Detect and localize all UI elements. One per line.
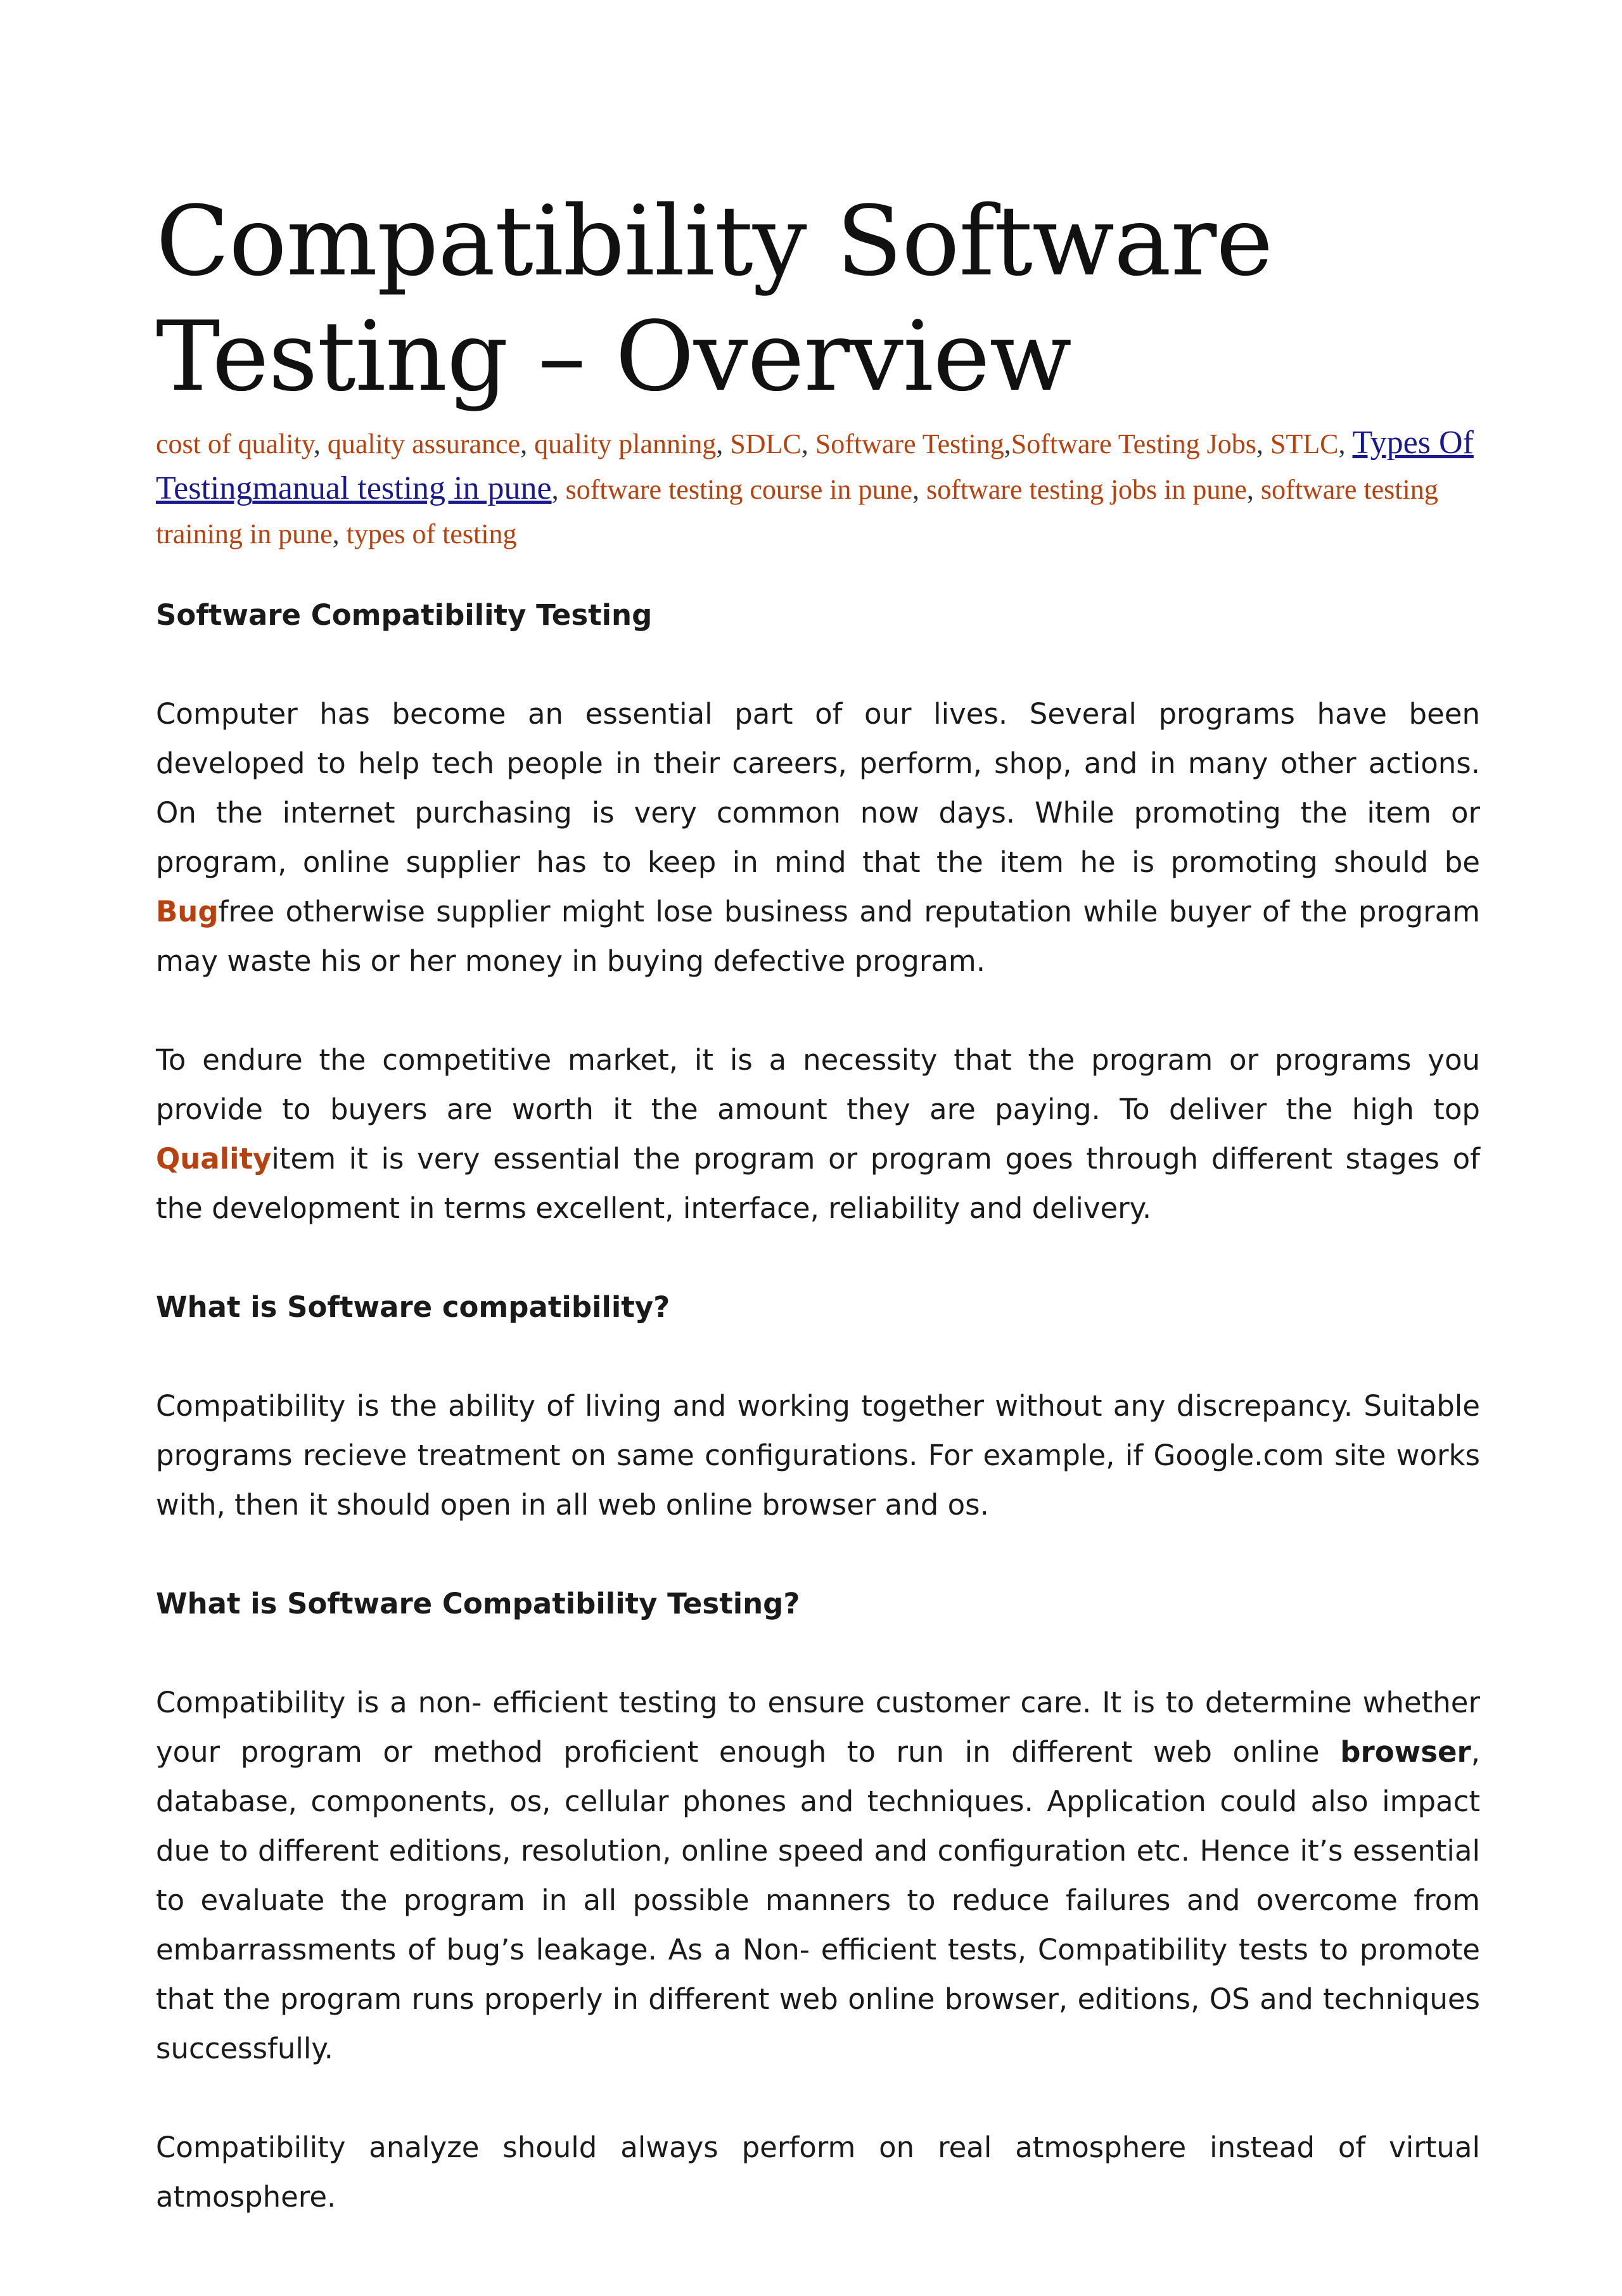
bug-link[interactable]: Bug [156,895,219,928]
tag-link-manual-testing[interactable]: manual testing in pune [252,470,552,506]
paragraph-intro: Computer has become an essential part of our lives. Several programs have been developed to help tech people in their careers, perform, shop, and in many other actions. On the internet purchasing is very common now days. While promoting the item or program, online supplier has to keep in mind that the item he is promoting should be Bugfree otherwise supplier might lose business and reputation while buyer of the program may waste his or her money in buying defective program. [156,697,1480,978]
title-line-2: Testing – Overview [156,300,1071,413]
tag-link[interactable]: STLC [1270,428,1339,459]
paragraph-compatibility-definition: Compatibility is the ability of living and working together without any discrepancy. Suitable programs recieve treatment on same configurations. For example, if Google.com site works with, then it should open in all web online browser and os. [156,1389,1480,1522]
tag-link[interactable]: Software Testing Jobs [1011,428,1256,459]
tag-link[interactable]: software testing course in pune [565,474,912,505]
section-heading-what-is-compatibility: What is Software compatibility? [156,1290,670,1324]
tag-link[interactable]: software testing jobs in pune [926,474,1247,505]
tag-link[interactable]: software testing training in pune [156,474,1438,549]
paragraph-real-atmosphere: Compatibility analyze should always perform on real atmosphere instead of virtual atmosphere. [156,2131,1480,2214]
tag-link[interactable]: SDLC [730,428,801,459]
section-heading-what-is-compatibility-testing: What is Software Compatibility Testing? [156,1587,800,1620]
title-line-1: Compatibility Software [156,185,1273,297]
paragraph-compatibility-testing: Compatibility is a non- efficient testing to ensure customer care. It is to determine whether your program or method proficient enough to run in different web online browser, database, components, os, cellular phones and techniques. Application could also impact due to different editions, resolution, online speed and configuration etc. Hence it’s essential to evaluate the program in all possible manners to reduce failures and overcome from embarrassments of bug’s leakage. As a Non- efficient tests, Compatibility tests to promote that the program runs properly in different web online browser, editions, OS and techniques successfully. [156,1686,1480,2065]
browser-bold: browser [1340,1735,1471,1769]
tag-list: cost of quality, quality assurance, quality planning, SDLC, Software Testing,Software Testing Jobs, STLC, Types Of Testingmanual testing in pune, software testing course in pune, software testing jobs in pune, software testing training in pune, types of testing [156,425,1474,549]
tag-link[interactable]: Software Testing [815,428,1004,459]
paragraph-competitive-market: To endure the competitive market, it is a necessity that the program or programs you provide to buyers are worth it the amount they are paying. To deliver the high top Qualityitem it is very essential the program or program goes through different stages of the development in terms excellent, interface, reliability and delivery. [156,1043,1480,1225]
quality-link[interactable]: Quality [156,1142,272,1176]
tag-link[interactable]: quality assurance [327,428,521,459]
document-page [156,184,1480,2222]
tag-link-types-of-testing[interactable]: Types Of Testing [156,425,1474,506]
tag-link[interactable]: quality planning [534,428,717,459]
page-title [156,184,1480,414]
tag-link[interactable]: types of testing [346,518,517,549]
tag-link[interactable]: cost of quality [156,428,314,459]
section-heading-software-compatibility-testing: Software Compatibility Testing [156,598,653,632]
